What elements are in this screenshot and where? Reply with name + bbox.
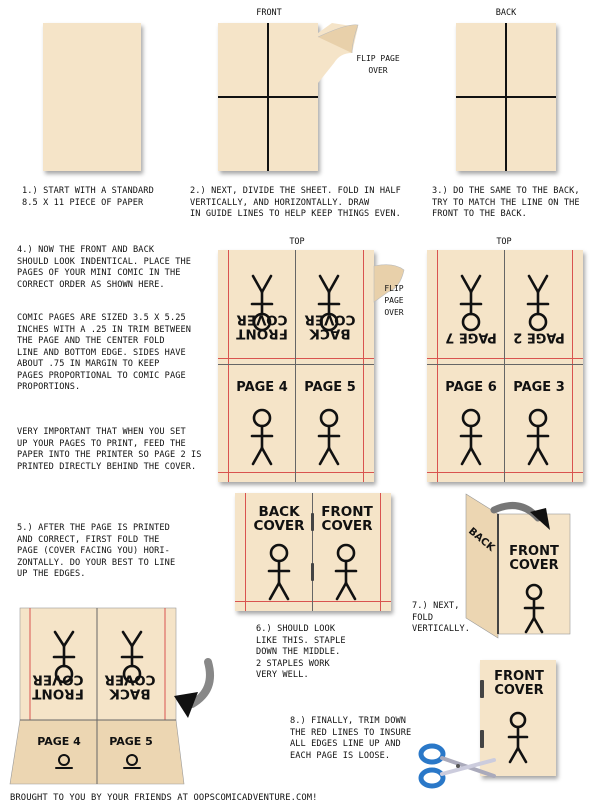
page-3-panel-label: PAGE 3 [513, 380, 565, 395]
page-5-folded-label: PAGE 5 [109, 735, 153, 748]
page-6-panel-label: PAGE 6 [445, 380, 497, 395]
back-cover-folded-label: BACK COVER [104, 671, 156, 702]
step-6-text: 6.) SHOULD LOOK LIKE THIS. STAPLE DOWN THE MIDDLE. 2 STAPLES WORK VERY WELL. [256, 624, 346, 680]
blank-paper-sheet [43, 23, 141, 171]
front-cover-folded-label: FRONT COVER [32, 671, 84, 702]
stick-figure-icons [8, 608, 188, 788]
step-3-text: 3.) DO THE SAME TO THE BACK, TRY TO MATCH THE LINE ON THE FRONT TO THE BACK. [432, 186, 580, 219]
page-4-folded-label: PAGE 4 [37, 735, 81, 748]
front-sheet-divided [218, 23, 318, 171]
footer-credit: BROUGHT TO YOU BY YOUR FRIENDS AT OOPSCOMICADVENTURE.COM! [10, 793, 318, 803]
step-1-text: 1.) START WITH A STANDARD 8.5 X 11 PIECE OF PAPER [22, 186, 154, 208]
step-8-text: 8.) FINALLY, TRIM DOWN THE RED LINES TO INSURE ALL EDGES LINE UP AND EACH PAGE IS LOOSE. [290, 716, 412, 761]
stick-figure-icons [218, 250, 374, 482]
back-cover-panel-label: BACK COVER [304, 311, 356, 342]
front-cover-panel-label: FRONT COVER [236, 311, 288, 342]
front-cover-final-label: FRONT COVER [494, 669, 544, 698]
page-5-panel-label: PAGE 5 [304, 380, 356, 395]
scissors-icon [418, 742, 498, 792]
flip-page-over-label: FLIP PAGE OVER [356, 54, 400, 75]
step-4-text: 4.) NOW THE FRONT AND BACK SHOULD LOOK INDENTICAL. PLACE THE PAGES OF YOUR MINI COMIC IN THE CORRECT ORDER AS SHOWN HERE. [17, 245, 192, 290]
stick-figure-icon [498, 580, 570, 636]
step-7-text: 7.) NEXT, FOLD VERTICALLY. [412, 601, 471, 634]
stick-figure-icons [235, 493, 391, 611]
page-4-panel-label: PAGE 4 [236, 380, 288, 395]
back-sheet-divided [456, 23, 556, 171]
page-7-panel-label: PAGE 7 [445, 329, 497, 345]
curved-arrow-icon [168, 656, 218, 720]
curved-arrow-icon [490, 500, 560, 540]
step-4-printing-text: VERY IMPORTANT THAT WHEN YOU SET UP YOUR PAGES TO PRINT, FEED THE PAPER INTO THE PRINTER SO PAGE 2 IS PRINTED DIRECTLY BEHIND THE COVER. [17, 427, 202, 472]
stick-figure-icons [427, 250, 583, 482]
back-label: BACK [495, 8, 517, 18]
page-curl-icon [318, 23, 358, 171]
step-2-text: 2.) NEXT, DIVIDE THE SHEET. FOLD IN HALF VERTICALLY, AND HORIZONTALLY. DRAW IN GUIDE LINES TO HELP KEEP THINGS EVEN. [190, 186, 401, 219]
step-5-text: 5.) AFTER THE PAGE IS PRINTED AND CORRECT, FIRST FOLD THE PAGE (COVER FACING YOU) HORI- ZONTALLY. DO YOUR BEST TO LINE UP THE EDGES. [17, 523, 176, 579]
flip-page-over-label-2: FLIP PAGE OVER [384, 284, 404, 317]
step-4-sizing-text: COMIC PAGES ARE SIZED 3.5 X 5.25 INCHES WITH A .25 IN TRIM BETWEEN THE PAGE AND THE CENTER FOLD LINE AND BOTTOM EDGE. SIDES HAVE ABOUT .75 IN MARGIN TO KEEP PAGES PROPORTIONAL TO COMIC PAGE PROPORTIONS. [17, 313, 192, 392]
svg-text:BACK: BACK [466, 525, 497, 554]
front-cover-fold-label: FRONT COVER [509, 544, 559, 573]
front-label: FRONT [256, 8, 282, 18]
top-label-back: TOP [496, 237, 512, 247]
back-cover-booklet-label: BACK COVER [253, 504, 305, 535]
page-2-panel-label: PAGE 2 [513, 329, 565, 345]
front-cover-booklet-label: FRONT COVER [321, 504, 373, 535]
top-label-front: TOP [289, 237, 305, 247]
